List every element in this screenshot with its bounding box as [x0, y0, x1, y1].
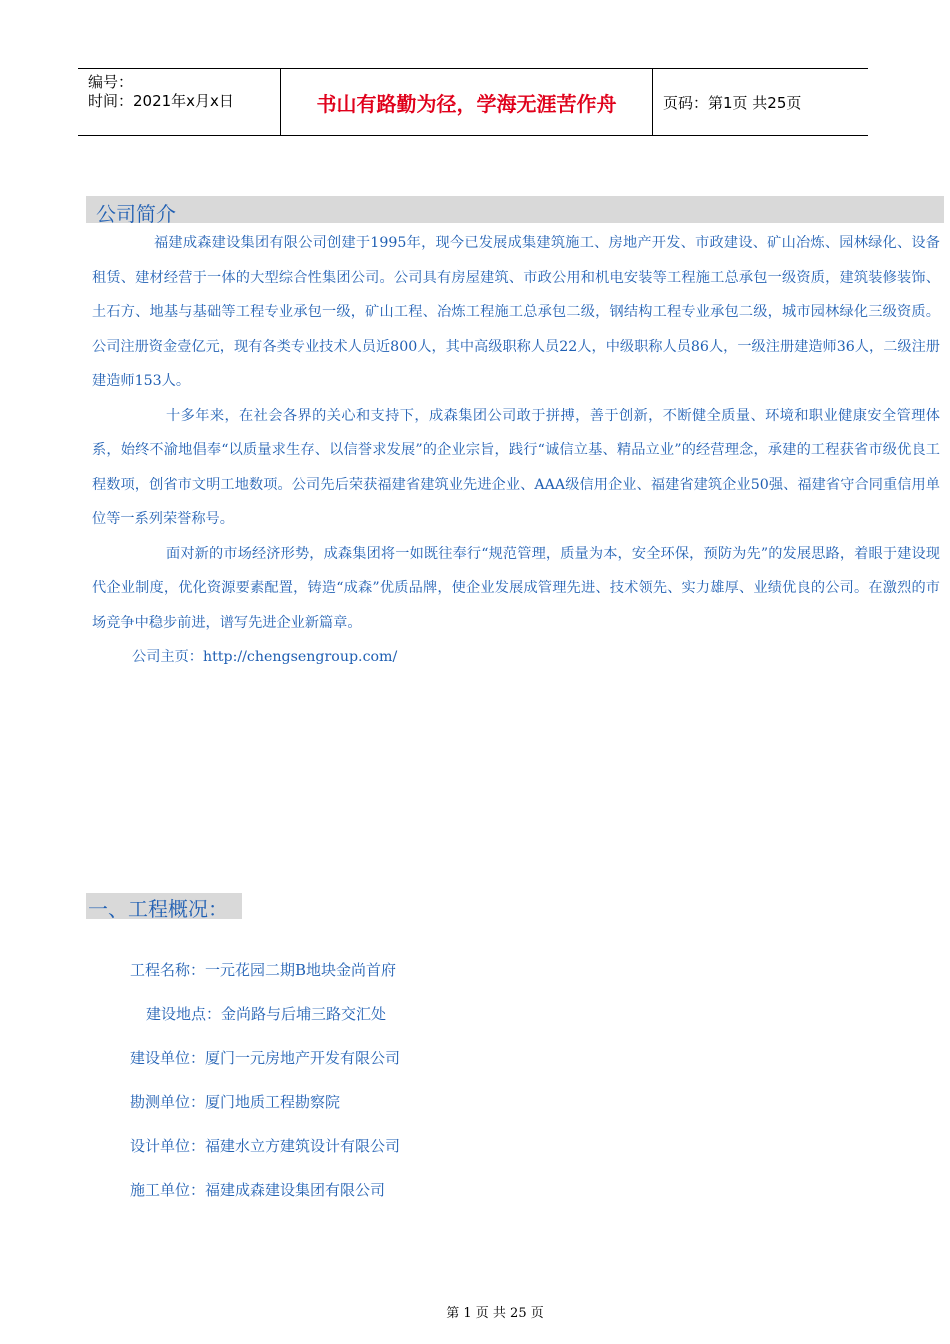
- header-motto-cell: [280, 69, 653, 135]
- project-owner: 建设单位：厦门一元房地产开发有限公司: [130, 1049, 401, 1067]
- intro-paragraph-1: 福建成森建设集团有限公司创建于1995年，现今已发展成集建筑施工、房地产开发、市政建设、矿山冶炼、园林绿化、设备租赁、建材经营于一体的大型综合性集团公司。公司具有房屋建筑、市政公用和机电安装等工程施工总承包一级资质，建筑装修装饰、土石方、地基与基础等工程专业承包一级，矿山工程、冶炼工程施工总承包二级，钢结构工程专业承包二级，城市园林绿化三级资质。公司注册资金壹亿元，现有各类专业技术人员近800人，其中高级职称人员22人，中级职称人员86人，一级注册建造师36人，二级注册建造师153人。: [92, 235, 940, 389]
- overview-section-heading: [86, 893, 242, 919]
- intro-title: 公司简介: [96, 202, 176, 226]
- page-footer: 第 1 页 共 25 页: [446, 1306, 544, 1321]
- document-header: [78, 68, 868, 136]
- project-construction-unit: 施工单位：福建成森建设集团有限公司: [130, 1181, 386, 1199]
- header-page-info: 页码：第1页 共25页: [663, 93, 802, 112]
- document-number-label: 编号：: [88, 73, 134, 91]
- header-motto: 书山有路勤为径，学海无涯苦作舟: [316, 91, 617, 116]
- project-survey-unit: 勘测单位：厦门地质工程勘察院: [130, 1093, 341, 1111]
- project-location: 建设地点：金尚路与后埔三路交汇处: [146, 1005, 387, 1023]
- intro-paragraph-3: 面对新的市场经济形势，成森集团将一如既往奉行“规范管理，质量为本，安全环保，预防为先”的发展思路，着眼于建设现代企业制度，优化资源要素配置，铸造“成森”优质品牌，使企业发展成管理先进、技术领先、实力雄厚、业绩优良的公司。在激烈的市场竞争中稳步前进，谱写先进企业新篇章。: [92, 545, 940, 631]
- intro-section-heading: [86, 196, 944, 226]
- intro-paragraph-2: 十多年来，在社会各界的关心和支持下，成森集团公司敢于拼搏，善于创新，不断健全质量、环境和职业健康安全管理体系，始终不渝地倡奉“以质量求生存、以信誉求发展”的企业宗旨，践行“诚信立基、精品立业”的经营理念，承建的工程获省市级优良工程数项，创省市文明工地数项。公司先后荣获福建省建筑业先进企业、AAA级信用企业、福建省建筑企业50强、福建省守合同重信用单位等一系列荣誉称号。: [92, 407, 940, 527]
- project-name: 工程名称：一元花园二期B地块金尚首府: [130, 961, 397, 979]
- project-design-unit: 设计单位：福建水立方建筑设计有限公司: [130, 1137, 401, 1155]
- document-time-label: 时间：2021年x月x日: [88, 92, 234, 110]
- intro-body: [92, 226, 940, 675]
- header-meta: [78, 69, 280, 135]
- overview-title: 一、工程概况：: [88, 897, 228, 921]
- homepage-line: [92, 640, 940, 675]
- homepage-link[interactable]: http://chengsengroup.com/: [202, 649, 398, 665]
- project-info-list: [130, 958, 400, 1222]
- homepage-label: 公司主页：: [132, 649, 203, 665]
